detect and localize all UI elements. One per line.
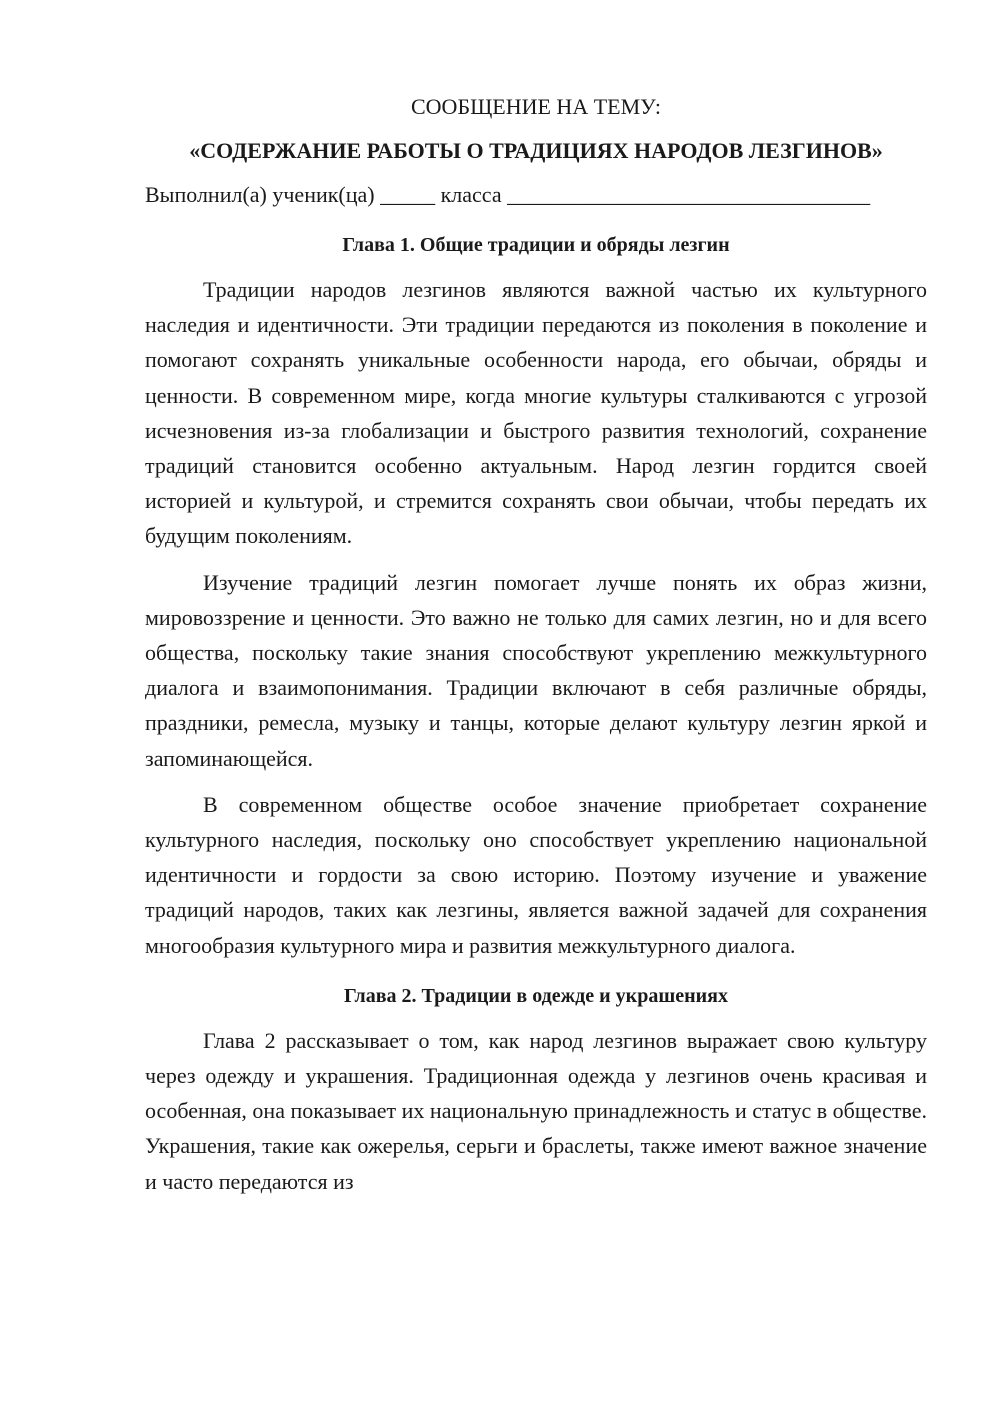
chapter-1-paragraph: В современном обществе особое значение приобретает сохранение культурного наследия, поскольку оно способствует укреплению национальной идентичности и гордости за свою историю. Поэтому изучение и уважение традиций народов, таких как лезгины, является важной задачей для сохранения многообразия культурного мира и развития межкультурного диалога. [145,791,927,958]
document-title-line-1: СООБЩЕНИЕ НА ТЕМУ: [411,94,661,119]
chapter-2-paragraph: Глава 2 рассказывает о том, как народ лезгинов выражает свою культуру через одежду и украшения. Традиционная одежда у лезгинов очень красивая и особенная, она показывает их национальную принадлежность и статус в обществе. Украшения, такие как ожерелья, серьги и браслеты, также имеют важное значение и часто передаются из [145,1027,927,1194]
document-title-line-2: «СОДЕРЖАНИЕ РАБОТЫ О ТРАДИЦИЯХ НАРОДОВ ЛЕЗГИНОВ» [189,138,883,163]
chapter-2-heading: Глава 2. Традиции в одежде и украшениях [344,984,728,1007]
chapter-1-paragraph: Изучение традиций лезгин помогает лучше понять их образ жизни, мировоззрение и ценности. Это важно не только для самих лезгин, но и для всего общества, поскольку такие знания способствуют укреплению межкультурного диалога и взаимопонимания. Традиции включают в себя различные обряды, праздники, ремесла, музыку и танцы, которые делают культуру лезгин яркой и запоминающейся. [145,569,927,771]
document-page [145,92,927,1210]
author-line: Выполнил(а) ученик(ца) _____ класса _________________________________ [145,182,871,207]
chapter-1-heading: Глава 1. Общие традиции и обряды лезгин [342,234,730,256]
chapter-1-paragraph: Традиции народов лезгинов являются важной частью их культурного наследия и идентичности. Эти традиции передаются из поколения в поколение и помогают сохранять уникальные особенности народа, его обычаи, обряды и ценности. В современном мире, когда многие культуры сталкиваются с угрозой исчезновения из-за глобализации и быстрого развития технологий, сохранение традиций становится особенно актуальным. Народ лезгин гордится своей историей и культурой, и стремится сохранять свои обычаи, чтобы передать их будущим поколениям. [145,277,927,549]
